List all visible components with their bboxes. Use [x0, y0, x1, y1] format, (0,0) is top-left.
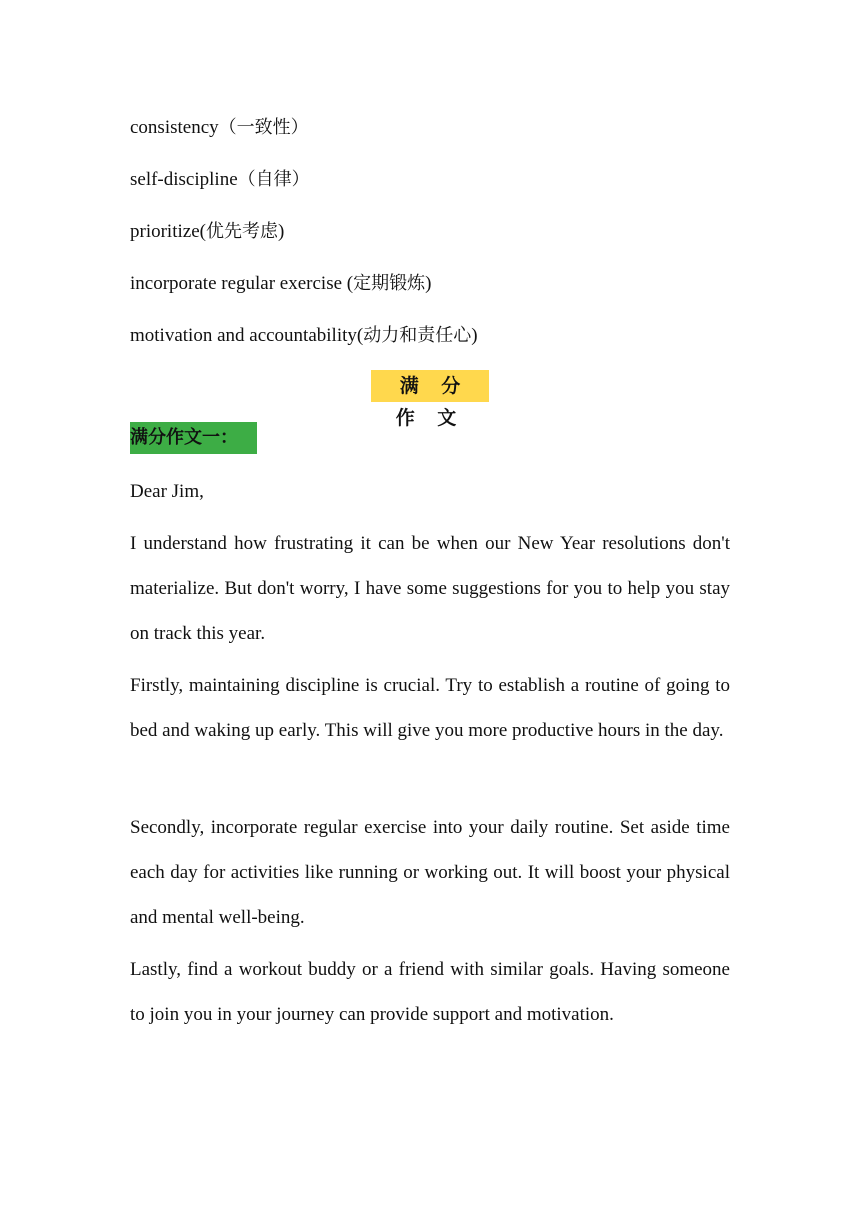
vocab-chinese: （自律）: [237, 169, 310, 190]
letter-salutation: Dear Jim,: [130, 481, 204, 502]
vocab-item-motivation-and-accountability: [130, 324, 478, 348]
vocab-item-prioritize: [130, 220, 284, 244]
vocab-item-consistency: [130, 116, 309, 140]
vocab-tail: ): [425, 273, 432, 294]
vocab-item-incorporate-regular-exercise: [130, 272, 431, 296]
vocab-english: consistency: [130, 117, 219, 138]
letter-paragraph-1: I understand how frustrating it can be when our New Year resolutions don't materialize. But don't worry, I have some suggestions for you to help you stay on track this year.: [130, 533, 730, 644]
vocab-english: prioritize(: [130, 221, 206, 242]
vocab-chinese: 定期锻炼: [353, 273, 426, 294]
vocab-english: incorporate regular exercise (: [130, 273, 354, 294]
vocab-english: motivation and accountability(: [130, 325, 364, 346]
section-heading: 满 分 作 文: [371, 370, 489, 402]
letter-paragraph-4: Lastly, find a workout buddy or a friend with similar goals. Having someone to join you in your journey can provide support and motivation.: [130, 959, 730, 1025]
essay-label: 满分作文一：: [130, 422, 257, 454]
vocab-chinese: （一致性）: [218, 117, 309, 138]
vocab-english: self-discipline: [130, 169, 238, 190]
vocab-tail: ): [471, 325, 478, 346]
vocab-chinese: 动力和责任心: [363, 325, 472, 346]
vocab-tail: ): [277, 221, 285, 242]
vocab-item-self-discipline: [130, 168, 310, 192]
letter-paragraph-3: Secondly, incorporate regular exercise into your daily routine. Set aside time each day for activities like running or working out. It will boost your physical and mental well-being.: [130, 817, 730, 928]
vocab-chinese: 优先考虑: [205, 221, 278, 242]
letter-paragraph-2: Firstly, maintaining discipline is crucial. Try to establish a routine of going to bed and waking up early. This will give you more productive hours in the day.: [130, 675, 730, 741]
